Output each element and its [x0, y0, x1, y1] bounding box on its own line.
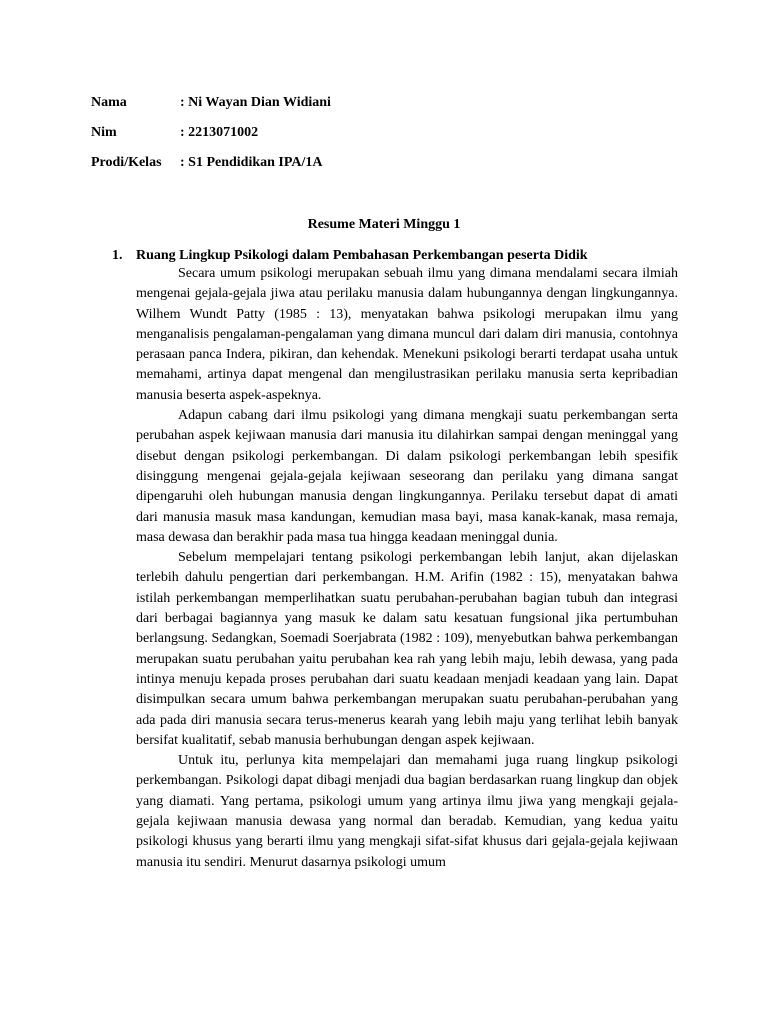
section-body	[136, 264, 678, 873]
section-number: 1.	[112, 248, 123, 263]
section-heading: Ruang Lingkup Psikologi dalam Pembahasan Perkembangan peserta Didik	[136, 248, 588, 263]
prodi-label: Prodi/Kelas	[91, 155, 162, 170]
document-title: Resume Materi Minggu 1	[307, 217, 461, 232]
prodi-value: : S1 Pendidikan IPA/1A	[180, 155, 323, 170]
paragraph: Adapun cabang dari ilmu psikologi yang dimana mengkaji suatu perkembangan serta perubahan aspek kejiwaan manusia dari manusia itu dilahirkan sampai dengan meninggal yang disebut dengan psikologi perkembangan. Di dalam psikologi perkembangan lebih spesifik disinggung mengenai gejala-gejala kejiwaan seseorang dan perilaku yang dimana sangat dipengaruhi oleh hubungan manusia dengan lingkungannya. Perilaku tersebut dapat di amati dari manusia masuk masa kandungan, kemudian masa bayi, masa kanak-kanak, masa remaja, masa dewasa dan berakhir pada masa tua hingga keadaan meninggal dunia.	[136, 408, 678, 545]
paragraph: Secara umum psikologi merupakan sebuah ilmu yang dimana mendalami secara ilmiah mengenai gejala-gejala jiwa atau perilaku manusia dalam hubungannya dengan lingkungannya. Wilhem Wundt Patty (1985 : 13), menyatakan bahwa psikologi merupakan ilmu yang menganalisis pengalaman-pengalaman yang dimana muncul dari dalam diri manusia, contohnya perasaan panca Indera, pikiran, dan kehendak. Menekuni psikologi berarti terdapat usaha untuk memahami, artinya dapat mengenal dan mengilustrasikan perilaku manusia serta kepribadian manusia beserta aspek-aspeknya.	[136, 266, 678, 403]
nim-value: : 2213071002	[180, 125, 259, 140]
nim-label: Nim	[91, 125, 117, 140]
paragraph: Sebelum mempelajari tentang psikologi perkembangan lebih lanjut, akan dijelaskan terlebih dahulu pengertian dari perkembangan. H.M. Arifin (1982 : 15), menyatakan bahwa istilah perkembangan memperlihatkan suatu perubahan-perubahan bagian tubuh dan integrasi dari berbagai bagiannya yang masuk ke dalam satu kesatuan fungsional jika pertumbuhan berlangsung. Sedangkan, Soemadi Soerjabrata (1982 : 109), menyebutkan bahwa perkembangan merupakan suatu perubahan yaitu perubahan kea rah yang lebih maju, lebih dewasa, yang pada intinya menuju kepada proses perubahan dari suatu keadaan menjadi keadaan yang lain. Dapat disimpulkan secara umum bahwa perkembangan merupakan suatu perubahan-perubahan yang ada pada diri manusia secara terus-menerus kearah yang lebih maju yang terlihat lebih banyak bersifat kualitatif, sebab manusia berhubungan dengan aspek kejiwaan.	[136, 550, 678, 748]
nama-label: Nama	[91, 95, 127, 110]
nama-value: : Ni Wayan Dian Widiani	[180, 95, 331, 110]
paragraph: Untuk itu, perlunya kita mempelajari dan memahami juga ruang lingkup psikologi perkembangan. Psikologi dapat dibagi menjadi dua bagian berdasarkan ruang lingkup dan objek yang diamati. Yang pertama, psikologi umum yang artinya ilmu jiwa yang mengkaji gejala-gejala kejiwaan manusia dewasa yang normal dan beradab. Kemudian, yang kedua yaitu psikologi khusus yang berarti ilmu yang mengkaji sifat-sifat khusus dari gejala-gejala kejiwaan manusia itu sendiri. Menurut dasarnya psikologi umum	[136, 753, 678, 870]
